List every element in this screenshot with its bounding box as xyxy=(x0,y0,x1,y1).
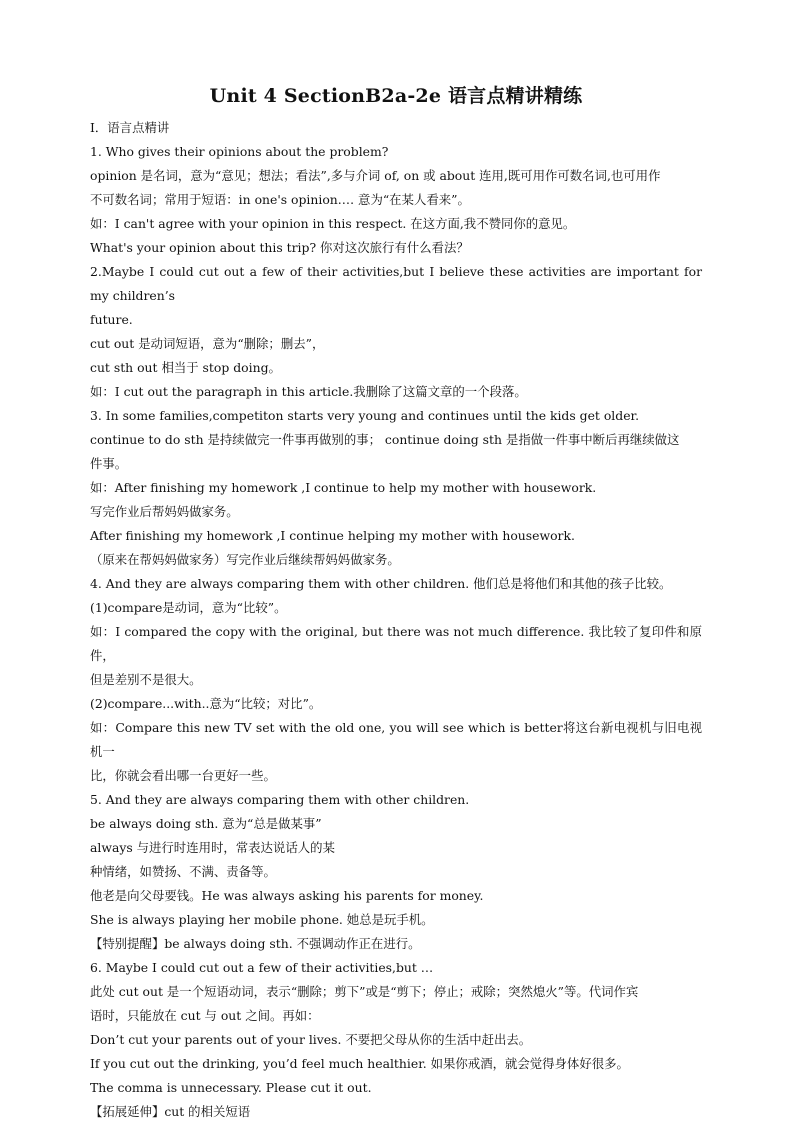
text-line: 如：I can't agree with your opinion in this respect. 在这方面,我不赞同你的意见。 xyxy=(90,216,576,231)
text-line: 写完作业后帮妈妈做家务。 xyxy=(90,504,239,519)
text-line: 种情绪，如赞扬、不满、责备等。 xyxy=(90,864,276,879)
text-line: 6. Maybe I could cut out a few of their activities,but … xyxy=(90,960,434,975)
text-line: What's your opinion about this trip? 你对这次旅行有什么看法？ xyxy=(90,240,469,255)
text-line: 比，你就会看出哪一台更好一些。 xyxy=(90,768,276,783)
text-line: The comma is unnecessary. Please cut it out. xyxy=(90,1080,372,1095)
text-line: 3. In some families,competiton starts very young and continues until the kids get older. xyxy=(90,408,640,423)
document-page xyxy=(90,82,702,1124)
text-line: 如：Compare this new TV set with the old one, you will see which is better将这台新电视机与旧电视机一 xyxy=(90,720,702,759)
text-line: She is always playing her mobile phone. 她总是玩手机。 xyxy=(90,912,434,927)
text-line: I．语言点精讲 xyxy=(90,120,170,135)
text-line: 如：I cut out the paragraph in this article.我删除了这篇文章的一个段落。 xyxy=(90,384,527,399)
text-line: 【拓展延伸】cut 的相关短语 xyxy=(90,1104,251,1119)
text-line: 如：After finishing my homework ,I continue to help my mother with housework. xyxy=(90,480,597,495)
text-line: 2.Maybe I could cut out a few of their activities,but I believe these activities are important for my children’s xyxy=(90,264,702,303)
text-line: cut sth out 相当于 stop doing。 xyxy=(90,360,281,375)
text-line: 语时，只能放在 cut 与 out 之间。再如： xyxy=(90,1008,320,1023)
text-line: Don’t cut your parents out of your lives. 不要把父母从你的生活中赶出去。 xyxy=(90,1032,532,1047)
text-line: always 与进行时连用时，常表达说话人的某 xyxy=(90,840,335,855)
text-line: （原来在帮妈妈做家务）写完作业后继续帮妈妈做家务。 xyxy=(90,552,400,567)
text-line: After finishing my homework ,I continue helping my mother with housework. xyxy=(90,528,575,543)
text-line: (2)compare...with..意为“比较；对比”。 xyxy=(90,696,322,711)
text-line: continue to do sth 是持续做完一件事再做别的事； continue doing sth 是指做一件事中断后再继续做这 xyxy=(90,432,680,447)
text-line: cut out 是动词短语，意为“删除；删去”， xyxy=(90,336,325,351)
document-title: Unit 4 SectionB2a-2e 语言点精讲精练 xyxy=(209,85,583,107)
text-line: 4. And they are always comparing them with other children. 他们总是将他们和其他的孩子比较。 xyxy=(90,576,672,591)
text-line: 不可数名词；常用于短语：in one's opinion.… 意为“在某人看来”。 xyxy=(90,192,470,207)
text-line: 5. And they are always comparing them with other children. xyxy=(90,792,470,807)
text-line: 他老是向父母要钱。He was always asking his parents for money. xyxy=(90,888,484,903)
text-line: future. xyxy=(90,312,133,327)
text-line: 1. Who gives their opinions about the problem? xyxy=(90,144,389,159)
text-line: If you cut out the drinking, you’d feel much healthier. 如果你戒酒，就会觉得身体好很多。 xyxy=(90,1056,629,1071)
text-line: (1)compare是动词，意为“比较”。 xyxy=(90,600,287,615)
text-line: 【特别提醒】be always doing sth. 不强调动作正在进行。 xyxy=(90,936,421,951)
text-line: 如：I compared the copy with the original, but there was not much difference. 我比较了复印件和原件， xyxy=(90,624,702,663)
text-line: 但是差别不是很大。 xyxy=(90,672,202,687)
text-line: 此处 cut out 是一个短语动词，表示“删除；剪下”或是“剪下；停止；戒除；突然熄火”等。代词作宾 xyxy=(90,984,639,999)
text-line: 件事。 xyxy=(90,456,128,471)
document-body xyxy=(90,116,702,1124)
text-line: be always doing sth. 意为“总是做某事” xyxy=(90,816,322,831)
text-line: opinion 是名词，意为“意见；想法；看法”,多与介词 of, on 或 about 连用,既可用作可数名词,也可用作 xyxy=(90,168,661,183)
